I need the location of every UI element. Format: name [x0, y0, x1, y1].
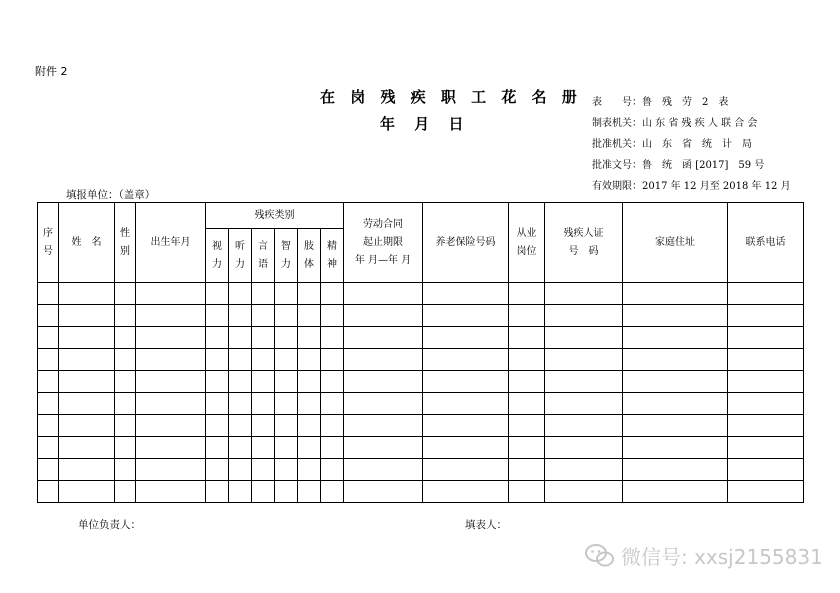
- table-cell[interactable]: [321, 283, 344, 305]
- table-row: [38, 415, 804, 437]
- table-cell[interactable]: [728, 349, 804, 371]
- table-cell[interactable]: [38, 459, 59, 481]
- table-cell[interactable]: [728, 415, 804, 437]
- table-cell[interactable]: [252, 437, 275, 459]
- table-cell[interactable]: [136, 371, 206, 393]
- table-cell[interactable]: [38, 481, 59, 503]
- table-cell[interactable]: [298, 349, 321, 371]
- table-cell[interactable]: [136, 459, 206, 481]
- table-cell[interactable]: [728, 305, 804, 327]
- table-cell[interactable]: [623, 305, 728, 327]
- table-cell[interactable]: [423, 283, 509, 305]
- table-cell[interactable]: [38, 283, 59, 305]
- table-cell[interactable]: [59, 481, 115, 503]
- table-cell[interactable]: [321, 481, 344, 503]
- table-cell[interactable]: [252, 349, 275, 371]
- table-cell[interactable]: [59, 305, 115, 327]
- reporting-unit-label: 填报单位：（盖章）: [66, 189, 156, 201]
- table-cell[interactable]: [344, 349, 423, 371]
- header-contract: 劳动合同 起止期限 年 月—年 月: [344, 203, 423, 283]
- table-cell[interactable]: [423, 437, 509, 459]
- table-cell[interactable]: [509, 349, 545, 371]
- table-cell[interactable]: [623, 327, 728, 349]
- table-cell[interactable]: [229, 283, 252, 305]
- table-cell[interactable]: [252, 459, 275, 481]
- table-cell[interactable]: [252, 481, 275, 503]
- table-cell[interactable]: [545, 459, 623, 481]
- header-disability-group: 残疾类别: [206, 203, 344, 229]
- table-cell[interactable]: [275, 393, 298, 415]
- table-cell[interactable]: [344, 327, 423, 349]
- table-cell[interactable]: [344, 437, 423, 459]
- table-row: [38, 481, 804, 503]
- table-cell[interactable]: [423, 371, 509, 393]
- table-cell[interactable]: [206, 305, 229, 327]
- table-cell[interactable]: [38, 349, 59, 371]
- table-cell[interactable]: [509, 327, 545, 349]
- table-cell[interactable]: [509, 371, 545, 393]
- table-cell[interactable]: [321, 327, 344, 349]
- meta-value: 鲁 残 劳 2 表: [642, 97, 729, 108]
- table-cell[interactable]: [423, 349, 509, 371]
- table-cell[interactable]: [136, 305, 206, 327]
- table-cell[interactable]: [275, 437, 298, 459]
- watermark: [585, 541, 823, 570]
- table-cell[interactable]: [298, 415, 321, 437]
- table-cell[interactable]: [728, 371, 804, 393]
- table-cell[interactable]: [38, 415, 59, 437]
- table-cell[interactable]: [298, 283, 321, 305]
- table-cell[interactable]: [275, 481, 298, 503]
- table-cell[interactable]: [115, 371, 136, 393]
- table-cell[interactable]: [545, 415, 623, 437]
- table-cell[interactable]: [728, 393, 804, 415]
- table-cell[interactable]: [38, 371, 59, 393]
- table-cell[interactable]: [344, 393, 423, 415]
- meta-value: 山 东 省 残 疾 人 联 合 会: [642, 118, 758, 129]
- table-cell[interactable]: [423, 415, 509, 437]
- table-cell[interactable]: [545, 305, 623, 327]
- table-cell[interactable]: [509, 459, 545, 481]
- header-intellect: 智 力: [275, 229, 298, 283]
- table-cell[interactable]: [298, 393, 321, 415]
- table-cell[interactable]: [59, 371, 115, 393]
- header-birth: 出生年月: [136, 203, 206, 283]
- table-cell[interactable]: [344, 415, 423, 437]
- header-speech: 言 语: [252, 229, 275, 283]
- page-title: 在 岗 残 疾 职 工 花 名 册: [320, 88, 582, 106]
- table-cell[interactable]: [321, 349, 344, 371]
- table-cell[interactable]: [344, 481, 423, 503]
- table-cell[interactable]: [298, 327, 321, 349]
- table-cell[interactable]: [115, 437, 136, 459]
- table-cell[interactable]: [229, 327, 252, 349]
- table-cell[interactable]: [229, 415, 252, 437]
- table-cell[interactable]: [229, 393, 252, 415]
- table-cell[interactable]: [509, 437, 545, 459]
- table-cell[interactable]: [115, 349, 136, 371]
- table-cell[interactable]: [206, 349, 229, 371]
- table-cell[interactable]: [136, 283, 206, 305]
- table-cell[interactable]: [623, 481, 728, 503]
- table-cell[interactable]: [229, 349, 252, 371]
- table-cell[interactable]: [206, 327, 229, 349]
- table-cell[interactable]: [59, 283, 115, 305]
- header-name: 姓 名: [59, 203, 115, 283]
- table-cell[interactable]: [59, 327, 115, 349]
- attachment-label: 附件 2: [35, 65, 68, 78]
- meta-row: [592, 134, 791, 155]
- table-cell[interactable]: [252, 415, 275, 437]
- table-cell[interactable]: [206, 415, 229, 437]
- table-cell[interactable]: [623, 393, 728, 415]
- table-cell[interactable]: [206, 371, 229, 393]
- table-cell[interactable]: [728, 459, 804, 481]
- table-cell[interactable]: [728, 437, 804, 459]
- table-row: [38, 283, 804, 305]
- table-cell[interactable]: [59, 349, 115, 371]
- table-cell[interactable]: [229, 305, 252, 327]
- table-cell[interactable]: [623, 349, 728, 371]
- table-row: [38, 459, 804, 481]
- meta-key: 批准机关：: [592, 139, 642, 150]
- table-cell[interactable]: [59, 415, 115, 437]
- meta-value: 2017 年 12 月至 2018 年 12 月: [642, 181, 791, 192]
- table-cell[interactable]: [623, 371, 728, 393]
- table-cell[interactable]: [321, 459, 344, 481]
- header-hearing: 听 力: [229, 229, 252, 283]
- table-cell[interactable]: [115, 481, 136, 503]
- table-cell[interactable]: [38, 437, 59, 459]
- table-cell[interactable]: [321, 305, 344, 327]
- table-cell[interactable]: [275, 371, 298, 393]
- meta-key: 制表机关：: [592, 118, 642, 129]
- table-cell[interactable]: [229, 481, 252, 503]
- table-row: [38, 371, 804, 393]
- table-cell[interactable]: [545, 327, 623, 349]
- table-cell[interactable]: [344, 459, 423, 481]
- table-row: [38, 349, 804, 371]
- table-cell[interactable]: [423, 393, 509, 415]
- table-cell[interactable]: [252, 283, 275, 305]
- table-cell[interactable]: [321, 393, 344, 415]
- header-post: 从业 岗位: [509, 203, 545, 283]
- wechat-icon: [585, 543, 615, 569]
- table-cell[interactable]: [545, 393, 623, 415]
- table-cell[interactable]: [38, 327, 59, 349]
- meta-key: 批准文号：: [592, 160, 642, 171]
- table-cell[interactable]: [38, 305, 59, 327]
- unit-head-signature-label: 单位负责人：: [78, 519, 141, 531]
- table-cell[interactable]: [423, 459, 509, 481]
- table-cell[interactable]: [229, 437, 252, 459]
- header-gender: 性 别: [115, 203, 136, 283]
- header-phone: 联系电话: [728, 203, 804, 283]
- table-cell[interactable]: [728, 481, 804, 503]
- table-cell[interactable]: [344, 371, 423, 393]
- meta-row: [592, 92, 791, 113]
- header-cert: 残疾人证 号 码: [545, 203, 623, 283]
- table-cell[interactable]: [509, 305, 545, 327]
- table-cell[interactable]: [423, 305, 509, 327]
- table-cell[interactable]: [136, 393, 206, 415]
- table-cell[interactable]: [136, 327, 206, 349]
- table-cell[interactable]: [321, 415, 344, 437]
- table-body: [38, 283, 804, 503]
- table-cell[interactable]: [509, 283, 545, 305]
- filler-signature-label: 填表人：: [465, 519, 507, 531]
- form-meta: [592, 92, 791, 197]
- table-cell[interactable]: [545, 283, 623, 305]
- table-cell[interactable]: [136, 437, 206, 459]
- table-cell[interactable]: [275, 305, 298, 327]
- table-cell[interactable]: [115, 415, 136, 437]
- watermark-text: 微信号: xxsj2155831: [621, 545, 823, 569]
- table-cell[interactable]: [728, 327, 804, 349]
- table-cell[interactable]: [275, 327, 298, 349]
- table-cell[interactable]: [275, 459, 298, 481]
- table-cell[interactable]: [275, 349, 298, 371]
- table-cell[interactable]: [298, 437, 321, 459]
- meta-key: 有效期限：: [592, 181, 642, 192]
- table-cell[interactable]: [206, 437, 229, 459]
- table-cell[interactable]: [229, 459, 252, 481]
- meta-value: 山 东 省 统 计 局: [642, 139, 752, 150]
- header-address: 家庭住址: [623, 203, 728, 283]
- date-line: 年 月 日: [380, 115, 471, 133]
- table-cell[interactable]: [321, 437, 344, 459]
- table-cell[interactable]: [206, 481, 229, 503]
- table-cell[interactable]: [136, 415, 206, 437]
- meta-value: 鲁 统 函 [2017] 59 号: [642, 160, 765, 171]
- table-cell[interactable]: [206, 283, 229, 305]
- employee-roster-table: [37, 202, 804, 503]
- table-cell[interactable]: [59, 459, 115, 481]
- table-cell[interactable]: [229, 371, 252, 393]
- table-cell[interactable]: [623, 283, 728, 305]
- table-cell[interactable]: [509, 393, 545, 415]
- table-cell[interactable]: [38, 393, 59, 415]
- table-cell[interactable]: [115, 459, 136, 481]
- meta-key: 表 号：: [592, 97, 642, 108]
- table-cell[interactable]: [206, 393, 229, 415]
- meta-row: [592, 176, 791, 197]
- table-cell[interactable]: [423, 327, 509, 349]
- header-vision: 视 力: [206, 229, 229, 283]
- table-cell[interactable]: [275, 415, 298, 437]
- table-cell[interactable]: [623, 415, 728, 437]
- header-row: [38, 203, 804, 229]
- table-cell[interactable]: [115, 327, 136, 349]
- table-cell[interactable]: [136, 481, 206, 503]
- table-cell[interactable]: [298, 371, 321, 393]
- table-cell[interactable]: [623, 459, 728, 481]
- table-row: [38, 305, 804, 327]
- table-cell[interactable]: [344, 283, 423, 305]
- table-cell[interactable]: [344, 305, 423, 327]
- table-cell[interactable]: [545, 481, 623, 503]
- table-cell[interactable]: [59, 437, 115, 459]
- meta-row: [592, 155, 791, 176]
- table-row: [38, 393, 804, 415]
- table-cell[interactable]: [545, 349, 623, 371]
- header-seq: 序 号: [38, 203, 59, 283]
- table-cell[interactable]: [115, 283, 136, 305]
- table-cell[interactable]: [252, 393, 275, 415]
- table-cell[interactable]: [509, 481, 545, 503]
- header-pension: 养老保险号码: [423, 203, 509, 283]
- header-limb: 肢 体: [298, 229, 321, 283]
- table-cell[interactable]: [545, 437, 623, 459]
- table-cell[interactable]: [423, 481, 509, 503]
- table-cell[interactable]: [728, 283, 804, 305]
- table-cell[interactable]: [206, 459, 229, 481]
- table-cell[interactable]: [623, 437, 728, 459]
- table-row: [38, 437, 804, 459]
- table-row: [38, 327, 804, 349]
- header-mental: 精 神: [321, 229, 344, 283]
- table-cell[interactable]: [545, 371, 623, 393]
- table-cell[interactable]: [321, 371, 344, 393]
- table-cell[interactable]: [298, 481, 321, 503]
- table-cell[interactable]: [252, 371, 275, 393]
- table-cell[interactable]: [136, 349, 206, 371]
- table-cell[interactable]: [115, 393, 136, 415]
- meta-row: [592, 113, 791, 134]
- table-cell[interactable]: [509, 415, 545, 437]
- table-cell[interactable]: [252, 305, 275, 327]
- table-cell[interactable]: [59, 393, 115, 415]
- table-cell[interactable]: [298, 305, 321, 327]
- table-cell[interactable]: [252, 327, 275, 349]
- table-cell[interactable]: [298, 459, 321, 481]
- table-cell[interactable]: [115, 305, 136, 327]
- table-cell[interactable]: [275, 283, 298, 305]
